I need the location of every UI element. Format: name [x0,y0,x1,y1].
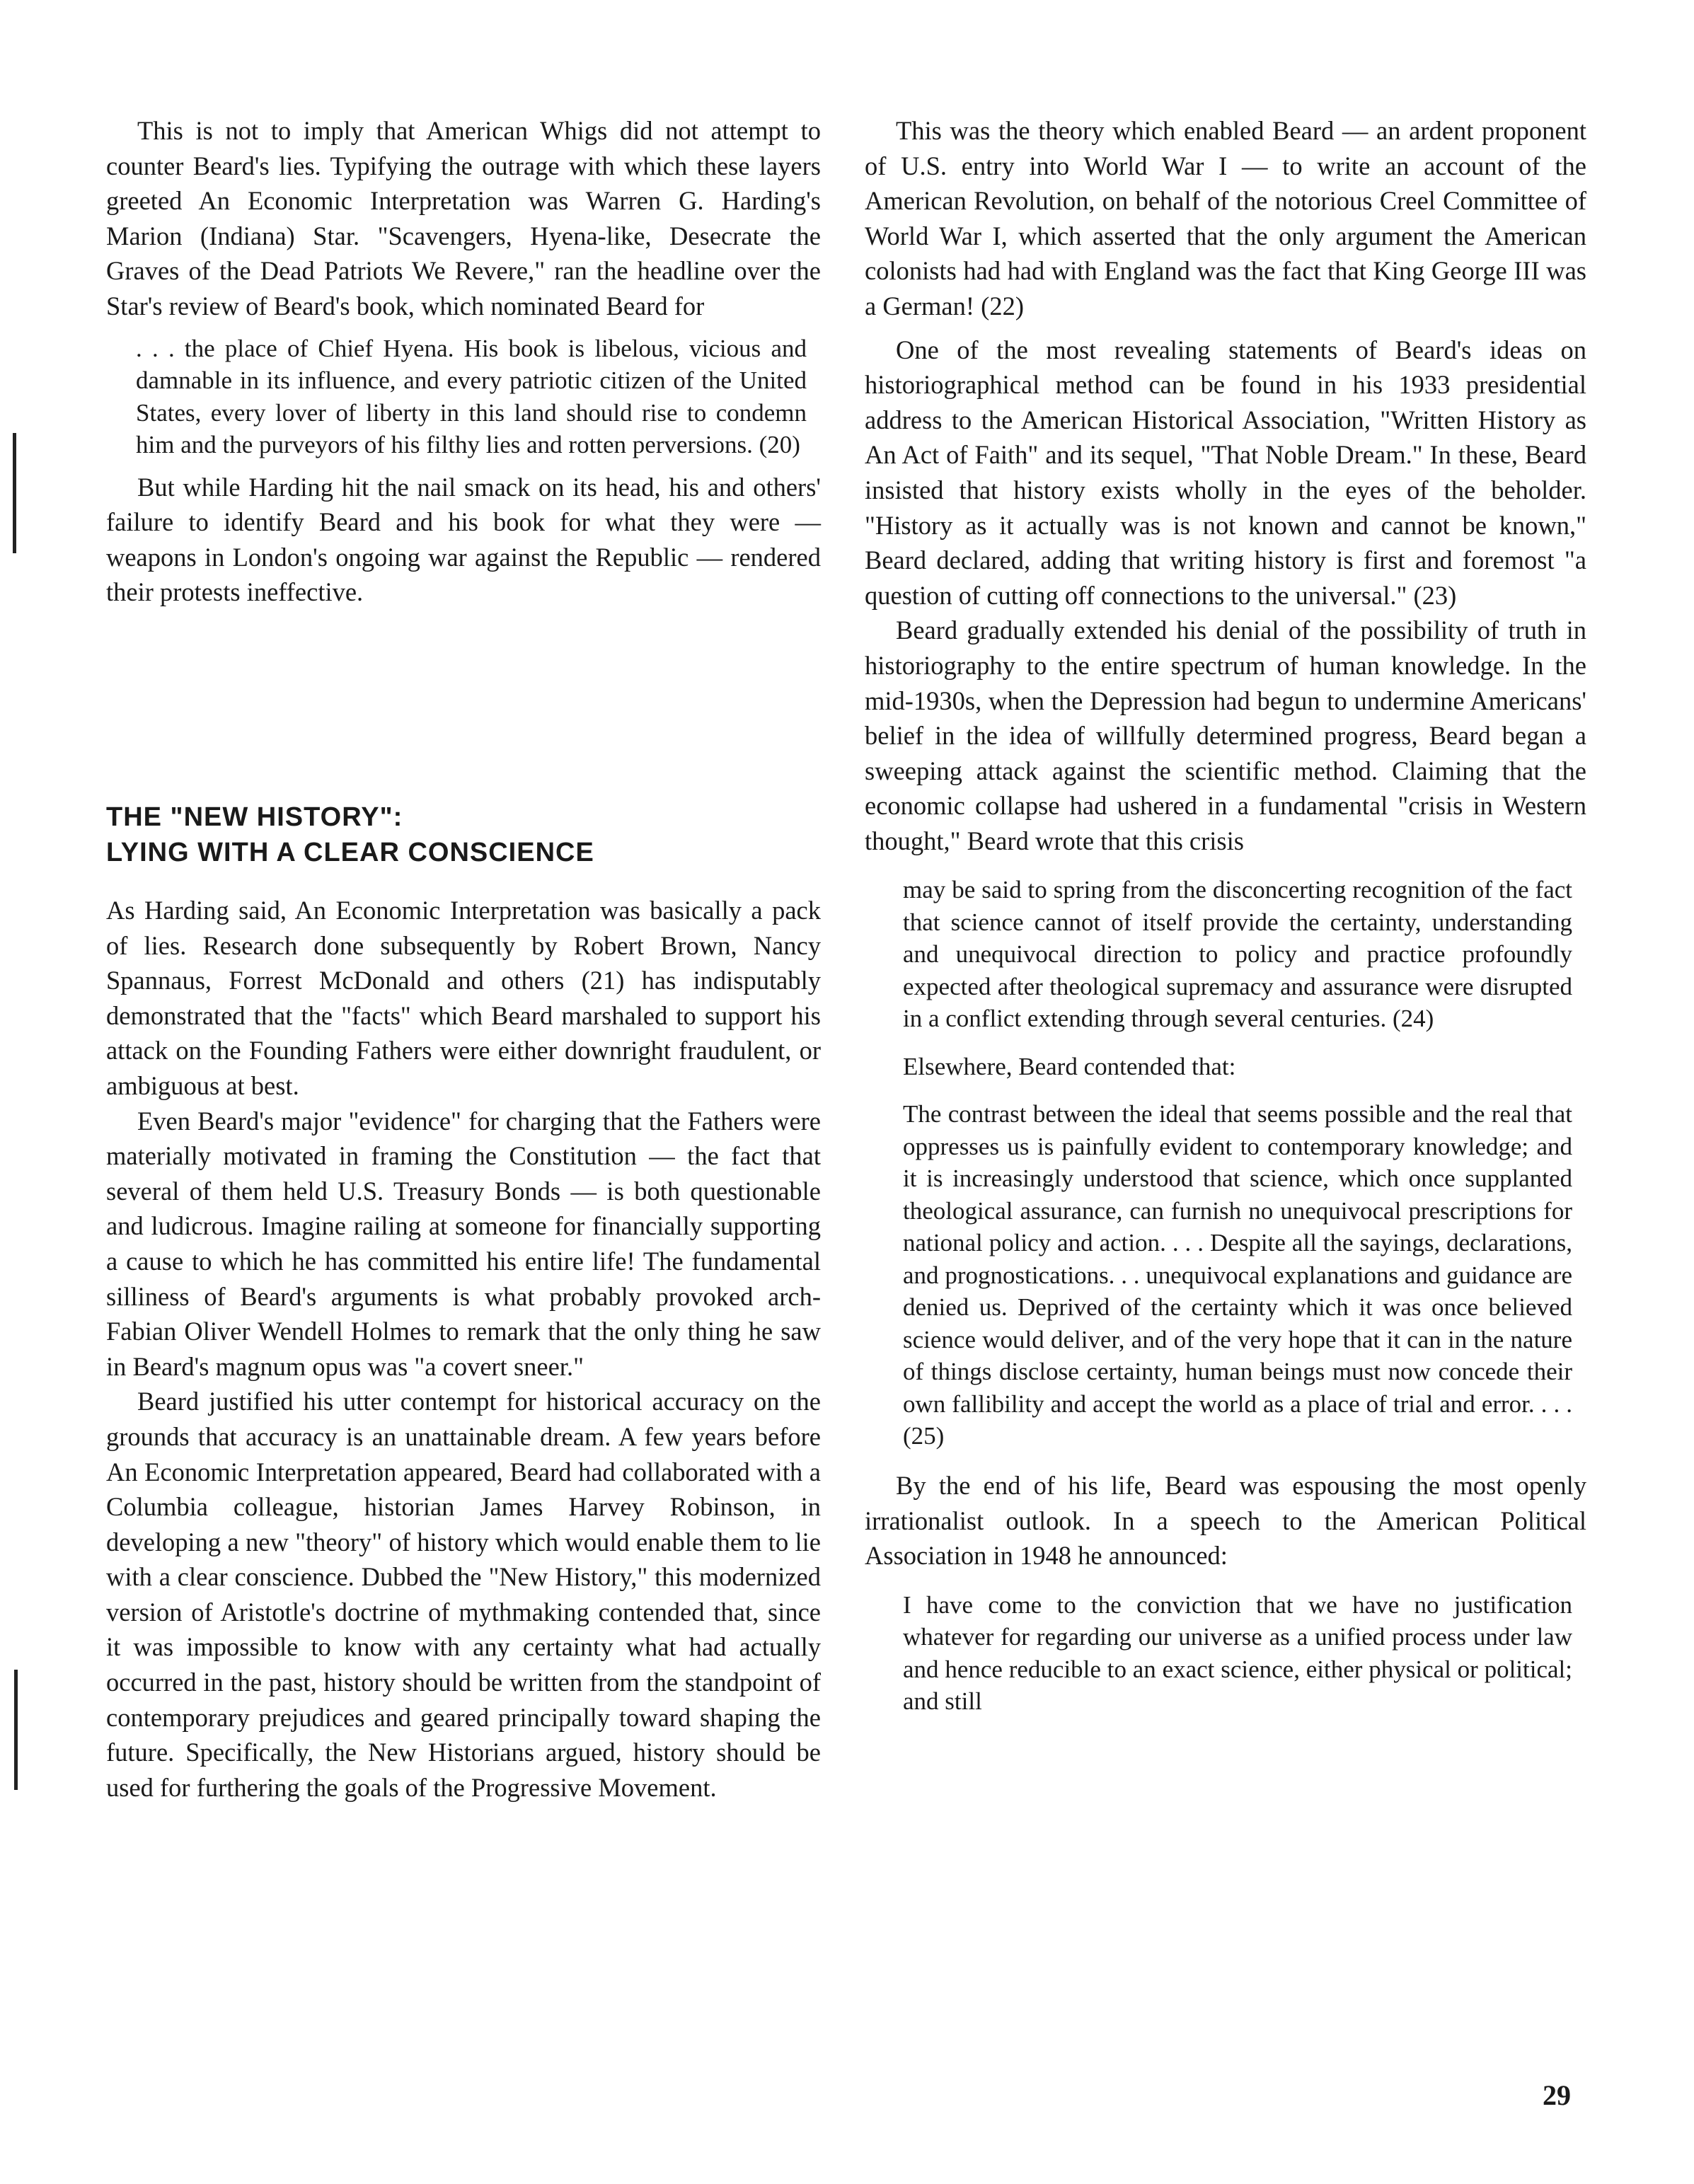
paragraph: Even Beard's major "evidence" for charging that the Fathers were materially motivated in framing the Constitution — the fact that several of them held U.S. Treasury Bonds — is both questionable and ludicrous. Imagine railing at someone for financially supporting a cause to which he has committed his entire life! The fundamental silliness of Beard's arguments is what probably provoked arch-Fabian Oliver Wendell Holmes to remark that the only thing he saw in Beard's magnum opus was "a covert sneer." [106,1106,821,1381]
paragraph: Elsewhere, Beard contended that: [903,1052,1236,1080]
paragraph: Beard gradually extended his denial of the possibility of truth in historiography to the entire spectrum of human knowledge. In the mid-1930s, when the Depression had begun to undermine Americans' belief in the idea of willfully determined progress, Beard began a sweeping attack against the scientific method. Claiming that the economic collapse had ushered in a fundamental "crisis in Western thought," Beard wrote that this crisis [865,616,1586,855]
left-column-continued [106,893,821,1805]
page-number: 29 [1543,2079,1571,2111]
block-quote: . . . the place of Chief Hyena. His book is libelous, vicious and damnable in its influence, and every patriotic citizen of the United States, every lover of liberty in this land should rise to condemn him and the purveyors of his filthy lies and rotten perversions. (20) [136,334,807,459]
paragraph: By the end of his life, Beard was espousing the most openly irrationalist outlook. In a speech to the American Political Association in 1948 he announced: [865,1470,1586,1571]
binding-mark [13,433,16,553]
block-quote: The contrast between the ideal that seems possible and the real that oppresses us is painfully evident to contemporary knowledge; and it is increasingly understood that science, which once supplanted theological assurance, can furnish no unequivocal prescriptions for national policy and action. . . . Despite all the sayings, declarations, and prognostications. . . unequivocal explanations and guidance are denied us. Deprived of the certainty which it was once believed science would deliver, and of the very hope that it can in the nature of things disclose certainty, human beings must now concede their own fallibility and accept the world as a place of trial and error. . . . (25) [903,1100,1572,1450]
paragraph: One of the most revealing statements of Beard's ideas on historiographical method can be found in his 1933 presidential address to the American Historical Association, "Written History as An Act of Faith" and its sequel, "That Noble Dream." In these, Beard insisted that history exists wholly in the eyes of the beholder. "History as it actually was is not known and cannot be known," Beard declared, adding that writing history is first and foremost "a question of cutting off connections to the universal." (23) [865,335,1586,610]
paragraph: This is not to imply that American Whigs did not attempt to counter Beard's lies. Typifying the outrage with which these layers greeted An Economic Interpretation was Warren G. Harding's Marion (Indiana) Star. "Scavengers, Hyena-like, Desecrate the Graves of the Dead Patriots We Revere," ran the headline over the Star's review of Beard's book, which nominated Beard for [106,116,821,320]
left-column [106,113,821,610]
section-heading [106,799,821,870]
paragraph: Beard justified his utter contempt for historical accuracy on the grounds that accuracy is an unattainable dream. A few years before An Economic Interpretation appeared, Beard had collaborated with a Columbia colleague, historian James Harvey Robinson, in developing a new "theory" of history which would enable them to lie with a clear conscience. Dubbed the "New History," this modernized version of Aristotle's doctrine of mythmaking contended that, since it was impossible to know with any certainty what had actually occurred in the past, history should be written from the standpoint of contemporary prejudices and geared principally toward shaping the future. Specifically, the New Historians argued, history should be used for furthering the goals of the Progressive Movement. [106,1387,821,1802]
heading-line: THE "NEW HISTORY": [106,802,403,832]
paragraph: This was the theory which enabled Beard — an ardent proponent of U.S. entry into World War I — to write an account of the American Revolution, on behalf of the notorious Creel Committee of World War I, which asserted that the only argument the American colonists had had with England was the fact that King George III was a German! (22) [865,116,1586,320]
right-column [865,113,1586,1718]
paragraph: But while Harding hit the nail smack on its head, his and others' failure to identify Beard and his book for what they were — weapons in London's ongoing war against the Republic — rendered their protests ineffective. [106,472,821,607]
block-quote: I have come to the conviction that we have no justification whatever for regarding our universe as a unified process under law and hence reducible to an exact science, either physical or political; and still [903,1590,1572,1716]
binding-mark [14,1670,18,1790]
heading-line: LYING WITH A CLEAR CONSCIENCE [106,838,594,867]
paragraph: As Harding said, An Economic Interpretation was basically a pack of lies. Research done subsequently by Robert Brown, Nancy Spannaus, Forrest McDonald and others (21) has indisputably demonstrated that the "facts" which Beard marshaled to support his attack on the Founding Fathers were either downright fraudulent, or ambiguous at best. [106,896,821,1100]
block-quote: may be said to spring from the disconcerting recognition of the fact that science cannot of itself provide the certainty, understanding and unequivocal direction to policy and practice profoundly expected after theological supremacy and assurance were disrupted in a conflict extending through several centuries. (24) [903,876,1572,1033]
